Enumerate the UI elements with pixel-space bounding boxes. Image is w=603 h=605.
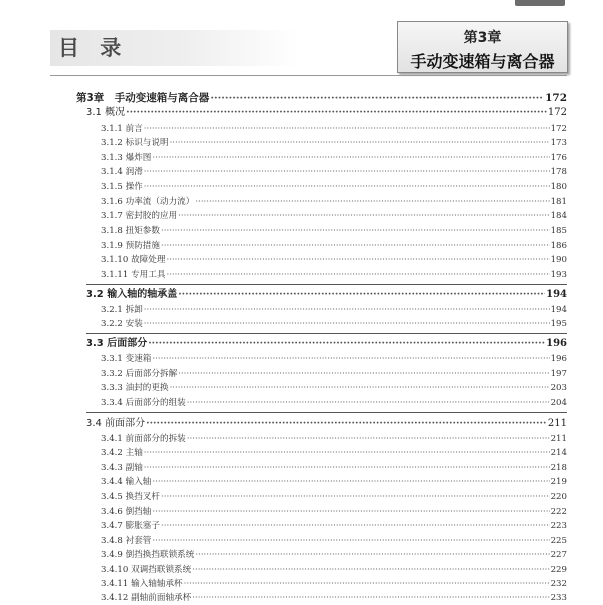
chapter-rule xyxy=(50,75,567,76)
toc-subsection-entry[interactable] xyxy=(101,151,567,165)
toc-entry-page: 194 xyxy=(550,305,567,315)
toc-entry-label: 3.4.4 输入轴 xyxy=(101,477,152,487)
toc-entry-label: 3.3 后面部分 xyxy=(86,338,148,349)
toc-entry-label: 3.4.3 副轴 xyxy=(101,463,143,473)
dot-leader xyxy=(144,165,550,179)
toc-section-entry[interactable] xyxy=(86,417,567,431)
toc-entry-label: 3.1.10 故障处理 xyxy=(101,255,166,265)
toc-subsection-entry[interactable] xyxy=(101,446,567,460)
toc-entry-page: 172 xyxy=(547,107,567,118)
toc-entry-page: 178 xyxy=(550,167,567,177)
dot-leader xyxy=(170,136,550,150)
toc-subsection-entry[interactable] xyxy=(101,548,567,562)
toc-subsection-entry[interactable] xyxy=(101,475,567,489)
dot-leader xyxy=(192,563,549,577)
toc-subsection-entry[interactable] xyxy=(101,253,567,267)
toc-entry-page: 172 xyxy=(550,124,567,134)
toc-entry-page: 196 xyxy=(550,354,567,364)
dot-leader xyxy=(144,122,550,136)
toc-entry-label: 3.1.5 操作 xyxy=(101,182,143,192)
toc-subsection-entry[interactable] xyxy=(101,122,567,136)
toc-entry-page: 219 xyxy=(550,477,567,487)
toc-entry-label: 3.4.1 前面部分的拆装 xyxy=(101,434,186,444)
toc-subsection-entry[interactable] xyxy=(101,432,567,446)
toc-entry-page: 233 xyxy=(550,593,567,603)
dot-leader xyxy=(152,352,549,366)
toc-entry-label: 3.3.1 变速箱 xyxy=(101,354,152,364)
toc-entry-label: 3.1.11 专用工具 xyxy=(101,270,166,280)
toc-entry-label: 3.1.8 扭矩参数 xyxy=(101,226,160,236)
dot-leader xyxy=(152,505,549,519)
dot-leader xyxy=(148,337,545,351)
dot-leader xyxy=(195,195,549,209)
section-divider xyxy=(86,333,567,334)
dot-leader xyxy=(144,180,550,194)
toc-entry-label: 3.1.1 前言 xyxy=(101,124,143,134)
toc-entry-label: 3.1.2 标识与说明 xyxy=(101,138,169,148)
toc-subsection-entry[interactable] xyxy=(101,224,567,238)
toc-entry-label: 3.2.1 拆卸 xyxy=(101,305,143,315)
toc-entry-label: 3.4.10 双调挡联锁系统 xyxy=(101,565,192,575)
toc-subsection-entry[interactable] xyxy=(101,367,567,381)
toc-entry-label: 3.1 概况 xyxy=(86,107,126,118)
dot-leader xyxy=(166,253,549,267)
toc-chapter-entry[interactable] xyxy=(76,91,567,105)
toc-entry-label: 3.3.4 后面部分的组装 xyxy=(101,398,186,408)
dot-leader xyxy=(184,577,550,591)
chapter-number: 第3章 xyxy=(463,30,502,46)
toc-subsection-entry[interactable] xyxy=(101,352,567,366)
toc-entry-label: 3.2 输入轴的轴承盖 xyxy=(86,289,178,300)
toc-subsection-entry[interactable] xyxy=(101,591,567,605)
dot-leader xyxy=(178,288,545,302)
toc-entry-page: 176 xyxy=(550,153,567,163)
dot-leader xyxy=(166,268,549,282)
toc-entry-page: 185 xyxy=(550,226,567,236)
dot-leader xyxy=(192,591,549,605)
toc-entry-page: 184 xyxy=(550,211,567,221)
toc-subsection-entry[interactable] xyxy=(101,577,567,591)
toc-entry-page: 225 xyxy=(550,536,567,546)
toc-entry-label: 3.4 前面部分 xyxy=(86,418,146,429)
dot-leader xyxy=(152,151,549,165)
dot-leader xyxy=(161,239,550,253)
toc-entry-label: 3.4.9 倒挡换挡联锁系统 xyxy=(101,550,195,560)
toc-subsection-entry[interactable] xyxy=(101,268,567,282)
dot-leader xyxy=(144,317,550,331)
section-divider xyxy=(86,284,567,285)
dot-leader xyxy=(187,432,550,446)
toc-subsection-entry[interactable] xyxy=(101,490,567,504)
toc-entry-label: 3.3.2 后面部分拆解 xyxy=(101,369,178,379)
chapter-name: 手动变速箱与离合器 xyxy=(410,52,555,71)
toc-subsection-entry[interactable] xyxy=(101,317,567,331)
dot-leader xyxy=(170,381,550,395)
toc-entry-label: 3.4.5 换挡叉杆 xyxy=(101,492,160,502)
toc-subsection-entry[interactable] xyxy=(101,381,567,395)
dot-leader xyxy=(152,475,549,489)
toc-title: 目 录 xyxy=(58,36,129,60)
toc-entry-label: 3.1.7 密封胶的应用 xyxy=(101,211,178,221)
dot-leader xyxy=(144,461,550,475)
toc-subsection-entry[interactable] xyxy=(101,461,567,475)
dot-leader xyxy=(187,396,550,410)
dot-leader xyxy=(144,303,550,317)
toc-entry-label: 3.1.6 功率流（动力流） xyxy=(101,197,195,207)
toc-entry-page: 218 xyxy=(550,463,567,473)
toc-entry-label: 3.4.8 衬套管 xyxy=(101,536,152,546)
toc-entry-page: 193 xyxy=(550,270,567,280)
toc-entry-page: 232 xyxy=(550,579,567,589)
toc-entry-label: 3.4.12 副轴前面轴承杯 xyxy=(101,593,192,603)
toc-entry-page: 173 xyxy=(550,138,567,148)
toc-subsection-entry[interactable] xyxy=(101,505,567,519)
toc-entry-page: 180 xyxy=(550,182,567,192)
toc-entry-label: 3.4.11 输入轴轴承杯 xyxy=(101,579,183,589)
toc-entry-page: 214 xyxy=(550,448,567,458)
toc-subsection-entry[interactable] xyxy=(101,180,567,194)
toc-entry-page: 229 xyxy=(550,565,567,575)
toc-subsection-entry[interactable] xyxy=(101,534,567,548)
toc-entry-page: 181 xyxy=(550,197,567,207)
toc-subsection-entry[interactable] xyxy=(101,136,567,150)
toc-entry-label: 3.2.2 安装 xyxy=(101,319,143,329)
toc-entry-page: 197 xyxy=(550,369,567,379)
toc-subsection-entry[interactable] xyxy=(101,563,567,577)
toc-entry-label: 3.4.2 主轴 xyxy=(101,448,143,458)
toc-subsection-entry[interactable] xyxy=(101,396,567,410)
toc-section-entry[interactable] xyxy=(86,288,567,302)
dot-leader xyxy=(126,106,547,120)
toc-entry-page: 220 xyxy=(550,492,567,502)
toc-entry-label: 3.4.7 膨胀塞子 xyxy=(101,521,160,531)
toc-subsection-entry[interactable] xyxy=(101,165,567,179)
dot-leader xyxy=(144,446,550,460)
page-corner-tab xyxy=(515,0,565,6)
toc-entry-page: 211 xyxy=(550,434,567,444)
dot-leader xyxy=(161,224,550,238)
toc-entry-page: 194 xyxy=(546,289,567,300)
toc-section-entry[interactable] xyxy=(86,106,567,120)
toc-entry-page: 227 xyxy=(550,550,567,560)
toc-entry-page: 195 xyxy=(550,319,567,329)
toc-section-entry[interactable] xyxy=(86,337,567,351)
toc-entry-page: 203 xyxy=(550,383,567,393)
toc-entry-page: 223 xyxy=(550,521,567,531)
dot-leader xyxy=(195,548,549,562)
toc-entry-label: 3.1.3 爆炸图 xyxy=(101,153,152,163)
toc-entry-label: 3.3.3 油封的更换 xyxy=(101,383,169,393)
toc-entry-page: 196 xyxy=(546,338,567,349)
toc-entry-page: 204 xyxy=(550,398,567,408)
toc-subsection-entry[interactable] xyxy=(101,519,567,533)
toc-entry-label: 3.1.4 润滑 xyxy=(101,167,143,177)
toc-entry-page: 211 xyxy=(547,418,567,429)
section-divider xyxy=(86,412,567,413)
dot-leader xyxy=(152,534,549,548)
chapter-title-box xyxy=(397,21,568,73)
dot-leader xyxy=(178,367,549,381)
toc-subsection-entry[interactable] xyxy=(101,239,567,253)
dot-leader xyxy=(146,417,547,431)
toc-entry-page: 186 xyxy=(550,241,567,251)
dot-leader xyxy=(210,91,544,105)
toc-entry-page: 190 xyxy=(550,255,567,265)
toc-subsection-entry[interactable] xyxy=(101,209,567,223)
toc-entry-page: 172 xyxy=(545,92,567,104)
dot-leader xyxy=(161,519,550,533)
toc-subsection-entry[interactable] xyxy=(101,195,567,209)
dot-leader xyxy=(178,209,549,223)
toc-entry-label: 3.1.9 预防措施 xyxy=(101,241,160,251)
toc-entry-page: 222 xyxy=(550,507,567,517)
toc-entry-label: 第3章 手动变速箱与离合器 xyxy=(76,92,210,104)
toc-subsection-entry[interactable] xyxy=(101,303,567,317)
toc-heading-banner xyxy=(50,30,300,66)
dot-leader xyxy=(161,490,550,504)
toc-entry-label: 3.4.6 倒挡轴 xyxy=(101,507,152,517)
